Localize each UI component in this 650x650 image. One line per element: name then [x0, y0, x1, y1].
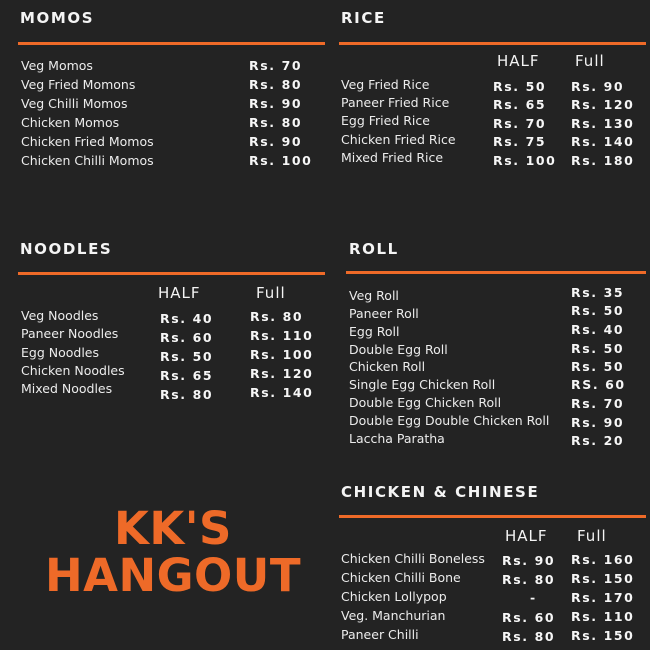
momos-item-name: Chicken Chilli Momos	[21, 153, 154, 168]
rice-item-name: Veg Fried Rice	[341, 77, 430, 92]
chicken-chinese-full-header: Full	[577, 527, 607, 545]
chicken-chinese-item-full: Rs. 150	[571, 571, 635, 586]
rice-item-name: Paneer Fried Rice	[341, 95, 450, 110]
rice-title: RICE	[341, 9, 386, 27]
roll-title: ROLL	[349, 240, 399, 258]
rice-item-name: Chicken Fried Rice	[341, 132, 456, 147]
chicken-chinese-divider	[339, 515, 646, 518]
momos-item-price: Rs. 70	[249, 58, 303, 73]
chicken-chinese-item-half: -	[530, 590, 537, 605]
momos-divider	[18, 42, 325, 45]
noodles-item-name: Chicken Noodles	[21, 363, 125, 378]
rice-item-full: Rs. 140	[571, 134, 635, 149]
brand-line-1: KK'S	[114, 502, 232, 555]
momos-item-name: Veg Fried Momons	[21, 77, 136, 92]
roll-item-price: RS. 60	[571, 377, 626, 392]
chicken-chinese-item-half: Rs. 90	[502, 553, 556, 568]
chicken-chinese-title: CHICKEN & CHINESE	[341, 483, 540, 501]
rice-item-half: Rs. 70	[493, 116, 547, 131]
roll-item-name: Single Egg Chicken Roll	[349, 377, 496, 392]
roll-item-name: Double Egg Roll	[349, 342, 448, 357]
momos-item-price: Rs. 90	[249, 134, 303, 149]
rice-item-half: Rs. 100	[493, 153, 557, 168]
momos-item-name: Chicken Momos	[21, 115, 120, 130]
momos-title: MOMOS	[20, 9, 95, 27]
roll-item-price: Rs. 40	[571, 322, 625, 337]
rice-half-header: HALF	[497, 52, 540, 70]
noodles-item-full: Rs. 80	[250, 309, 304, 324]
rice-item-half: Rs. 50	[493, 79, 547, 94]
rice-item-half: Rs. 75	[493, 134, 547, 149]
roll-item-name: Laccha Paratha	[349, 431, 445, 446]
noodles-item-full: Rs. 110	[250, 328, 314, 343]
noodles-item-name: Veg Noodles	[21, 308, 99, 323]
rice-item-full: Rs. 120	[571, 97, 635, 112]
noodles-item-half: Rs. 40	[160, 311, 214, 326]
roll-item-price: Rs. 90	[571, 415, 625, 430]
noodles-title: NOODLES	[20, 240, 113, 258]
rice-item-name: Egg Fried Rice	[341, 113, 430, 128]
noodles-item-full: Rs. 100	[250, 347, 314, 362]
chicken-chinese-item-name: Paneer Chilli	[341, 627, 419, 642]
momos-item-price: Rs. 90	[249, 96, 303, 111]
roll-item-price: Rs. 50	[571, 341, 625, 356]
roll-item-price: Rs. 20	[571, 433, 625, 448]
momos-item-price: Rs. 80	[249, 115, 303, 130]
roll-item-name: Paneer Roll	[349, 306, 419, 321]
roll-item-name: Chicken Roll	[349, 359, 426, 374]
chicken-chinese-item-name: Chicken Chilli Bone	[341, 570, 461, 585]
noodles-item-name: Egg Noodles	[21, 345, 99, 360]
momos-item-price: Rs. 80	[249, 77, 303, 92]
momos-item-name: Veg Chilli Momos	[21, 96, 128, 111]
noodles-item-half: Rs. 50	[160, 349, 214, 364]
brand-logo	[28, 502, 318, 602]
noodles-item-name: Paneer Noodles	[21, 326, 119, 341]
momos-item-name: Chicken Fried Momos	[21, 134, 154, 149]
chicken-chinese-item-half: Rs. 80	[502, 629, 556, 644]
roll-divider	[346, 271, 646, 274]
chicken-chinese-item-name: Chicken Lollypop	[341, 589, 447, 604]
roll-item-name: Egg Roll	[349, 324, 400, 339]
brand-line-2: HANGOUT	[44, 549, 302, 602]
noodles-item-half: Rs. 80	[160, 387, 214, 402]
roll-item-price: Rs. 50	[571, 303, 625, 318]
chicken-chinese-half-header: HALF	[505, 527, 548, 545]
chicken-chinese-item-full: Rs. 150	[571, 628, 635, 643]
chicken-chinese-item-full: Rs. 110	[571, 609, 635, 624]
roll-item-price: Rs. 50	[571, 359, 625, 374]
chicken-chinese-item-name: Chicken Chilli Boneless	[341, 551, 485, 566]
noodles-full-header: Full	[256, 284, 286, 302]
noodles-item-full: Rs. 140	[250, 385, 314, 400]
roll-item-name: Veg Roll	[349, 288, 399, 303]
rice-item-name: Mixed Fried Rice	[341, 150, 444, 165]
chicken-chinese-item-half: Rs. 60	[502, 610, 556, 625]
chicken-chinese-item-full: Rs. 170	[571, 590, 635, 605]
chicken-chinese-item-full: Rs. 160	[571, 552, 635, 567]
rice-divider	[339, 42, 646, 45]
chicken-chinese-item-name: Veg. Manchurian	[341, 608, 446, 623]
noodles-half-header: HALF	[158, 284, 201, 302]
rice-item-full: Rs. 130	[571, 116, 635, 131]
momos-item-name: Veg Momos	[21, 58, 93, 73]
roll-item-name: Double Egg Double Chicken Roll	[349, 413, 550, 428]
roll-item-name: Double Egg Chicken Roll	[349, 395, 502, 410]
rice-item-full: Rs. 180	[571, 153, 635, 168]
chicken-chinese-item-half: Rs. 80	[502, 572, 556, 587]
rice-item-half: Rs. 65	[493, 97, 547, 112]
momos-item-price: Rs. 100	[249, 153, 313, 168]
noodles-item-half: Rs. 65	[160, 368, 214, 383]
roll-item-price: Rs. 70	[571, 396, 625, 411]
noodles-item-name: Mixed Noodles	[21, 381, 113, 396]
rice-item-full: Rs. 90	[571, 79, 625, 94]
noodles-divider	[18, 272, 325, 275]
noodles-item-half: Rs. 60	[160, 330, 214, 345]
noodles-item-full: Rs. 120	[250, 366, 314, 381]
roll-item-price: Rs. 35	[571, 285, 625, 300]
rice-full-header: Full	[575, 52, 605, 70]
